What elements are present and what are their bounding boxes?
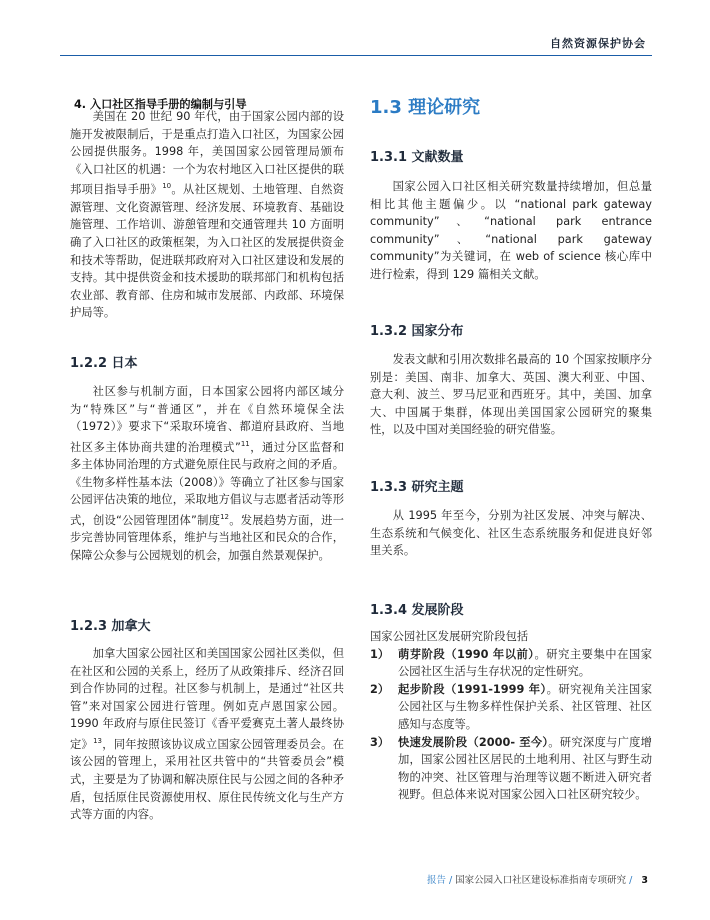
footer-title: 国家公园入口社区建设标准指南专项研究 <box>455 875 627 886</box>
canada-text-2: ，同年按照该协议成立国家公园管理委员会。在该公园的管理上，采用社区共管中的“共管委员会”模式，主要是为了协调和解决原住民与公园之间的各种矛盾，包括原住民资源使用权、原住民传统文化与生产方式等方面的内容。 <box>70 737 344 822</box>
list-item: 1） 萌芽阶段（1990 年以前）。研究主要集中在国家公园社区生活与生存状况的定性研究。 <box>370 647 652 679</box>
ref-13: 13 <box>93 736 102 745</box>
section-4-text-2: 。从社区规划、土地管理、自然资源管理、文化资源管理、经济发展、环境教育、基础设施管理、工作培训、游憩管理和交通管理共 10 方面明确了入口社区的政策框架，为入口社区的发展提供资金和技术等帮助，促进联邦政府对入口社区建设和发展的支持。其中提供资金和技术援助的联邦部门和机构包括农业部、教育部、住房和城市发展部、内政部、环境保护局等。 <box>70 183 344 320</box>
japan-text-1: 社区参与机制方面，日本国家公园将内部区域分为“特殊区”与“普通区”，并在《自然环境保全法（1972）》要求下“采取环境省、都道府县政府、当地社区多主体协商共建的治理模式” <box>70 385 344 454</box>
section-4-text: 美国在 20 世纪 90 年代，由于国家公园内部的设施开发被限制后，于是重点打造入口社区，为国家公园公园提供服务。1998 年，美国国家公园管理局颁布《入口社区的机遇：一个为农村地区入口社区提供的联邦项目指导手册》 <box>70 110 344 197</box>
section-title: 1.3 理论研究 <box>370 97 481 118</box>
dist-body <box>370 351 652 439</box>
japan-body <box>70 383 344 564</box>
ref-10: 10 <box>162 182 172 191</box>
list-item: 2） 起步阶段（1991-1999 年）。研究视角关注国家公园社区与生物多样性保护关系、社区管理、社区感知与态度等。 <box>370 682 652 731</box>
japan-text-3: 。发展趋势方面，进一步完善协同管理体系，维护与当地社区和民众的合作，保障公众参与公园规划的机会，加强自然景观保护。 <box>70 513 344 562</box>
list-item: 3） 快速发展阶段（2000- 至今）。研究深度与广度增加，国家公园社区居民的土地利用、社区与野生动物的冲突、社区管理与治理等议题不断进入研究者视野。但总体来说对国家公园入口社区研究较少。 <box>370 735 652 802</box>
canada-heading: 1.2.3 加拿大 <box>70 619 151 634</box>
stage-body <box>370 628 652 804</box>
footer-separator-2: / <box>629 875 633 886</box>
footer-report-label: 报告 <box>426 875 446 886</box>
canada-body <box>70 645 344 824</box>
section-4-heading: 4. 入口社区指导手册的编制与引导 <box>74 98 247 111</box>
stage-heading: 1.3.4 发展阶段 <box>370 603 464 618</box>
footer-separator: / <box>448 875 453 886</box>
topic-text: 从 1995 年至今，分别为社区发展、冲突与解决、生态系统和气候变化、社区生态系统服务和促进良好邻里关系。 <box>370 509 652 558</box>
footer <box>427 872 648 886</box>
org-name: 自然资源保护协会 <box>550 37 646 50</box>
topic-body <box>370 507 652 560</box>
dist-heading: 1.3.2 国家分布 <box>370 324 464 339</box>
ref-11: 11 <box>240 439 250 448</box>
header-rule <box>60 55 652 56</box>
lit-heading: 1.3.1 文献数量 <box>370 150 464 165</box>
dist-text: 发表文献和引用次数排名最高的 10 个国家按顺序分别是：美国、南非、加拿大、英国、澳大利亚、中国、意大利、波兰、罗马尼亚和西班牙。其中，美国、加拿大、中国属于集群，体现出美国国家公园研究的聚集性，以及中国对美国经验的研究借鉴。 <box>370 353 652 437</box>
lit-text: 国家公园入口社区相关研究数量持续增加，但总量相比其他主题偏少。以 “national park gateway community”、“national park entrance community”、“national park gateway community”为关键词，在 web of science 核心库中进行检索，得到 129 篇相关文献。 <box>370 180 652 281</box>
topic-heading: 1.3.3 研究主题 <box>370 480 464 495</box>
lit-body <box>370 178 652 284</box>
page-number: 3 <box>641 875 648 886</box>
stage-intro: 国家公园社区发展研究阶段包括 <box>370 630 529 643</box>
stage-list <box>370 646 652 804</box>
canada-text-1: 加拿大国家公园社区和美国国家公园社区类似，但在社区和公园的关系上，经历了从政策排斥、经济召回到合作协同的过程。社区参与机制上，是通过“社区共管”来对国家公园进行管理。例如克卢恩国家公园。1990 年政府与原住民签订《香平爱赛克土著人最终协定》 <box>70 647 344 751</box>
ref-12: 12 <box>220 512 229 521</box>
japan-text-2: ，通过分区监督和多主体协同治理的方式避免原住民与政府之间的矛盾。《生物多样性基本法（2008）》等确立了社区参与国家公园评估决策的地位，采取地方倡议与志愿者活动等形式，创设“公园管理团体”制度 <box>70 440 344 527</box>
section-4-body <box>70 108 344 322</box>
japan-heading: 1.2.2 日本 <box>70 356 138 371</box>
